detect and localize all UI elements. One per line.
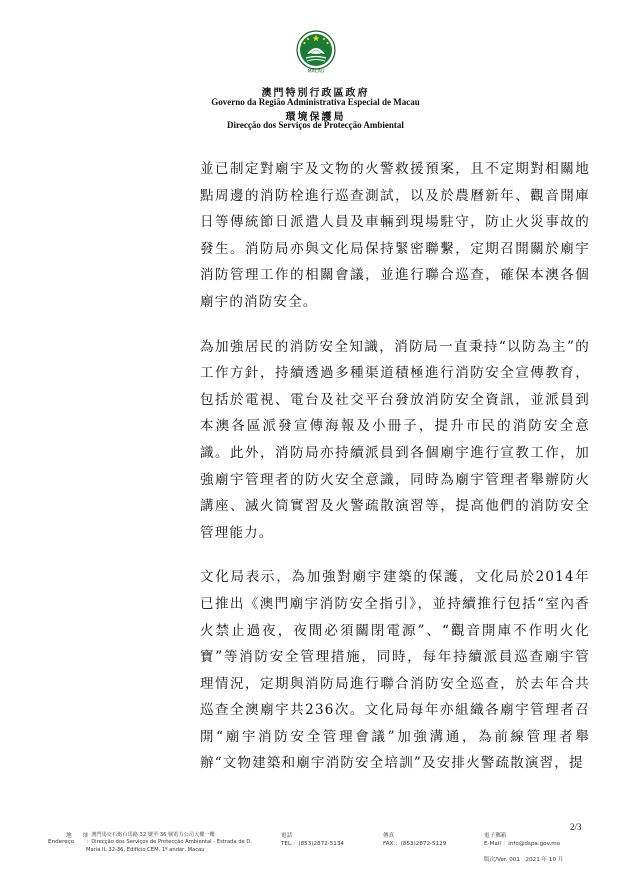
address-pt: ：Direcção dos Serviços de Protecção Ambiental - Estrada de D. Maria II, 32-36, Edifício CEM, 1º andar, Macau (86, 839, 253, 853)
document-body (200, 156, 590, 777)
address-zh: ：澳門馬交石炮台馬路 32 號至 36 號電力公司大樓一樓 (86, 832, 215, 838)
fax-number: FAX.：(853)2872-5129 (383, 841, 447, 847)
dept-name-pt: Direcção dos Serviços de Protecção Ambiental (227, 120, 404, 130)
gov-name-pt: Governo da Região Administrativa Especial de Macau (211, 97, 420, 107)
tel-number: TEL.：(853)2872-5134 (281, 841, 344, 847)
email-address[interactable]: E-Mail ：info@dspa.gov.mo (484, 841, 561, 847)
page-number: 2/3 (570, 822, 582, 832)
lotus-emblem-icon (295, 30, 337, 74)
emblem-text: MACAU (307, 69, 325, 74)
address-label-zh: 地 址 (66, 833, 89, 839)
fax-label: 傳真 (383, 833, 395, 839)
footer (0, 829, 631, 889)
gov-name-zh: 澳門特別行政區政府 (261, 88, 370, 99)
tel-label: 電話 (281, 833, 293, 839)
paragraph-fire-safety-education: 為加強居民的消防安全知識，消防局一直秉持“以防為主”的工作方針，持續透過多種渠道積極進行消防安全宣傳教育，包括於電視、電台及社交平台發放消防安全資訊，並派員到本澳各區派發宣傳海報及小冊子，提升市民的消防安全意識。此外，消防局亦持續派員到各個廟宇進行宣教工作，加強廟宇管理者的防火安全意識，同時為廟宇管理者舉辦防火講座、滅火筒實習及火警疏散演習等，提高他們的消防安全管理能力。 (200, 338, 590, 541)
version-info: 版次/Ver. 001 2021 年 10 月 (484, 857, 564, 863)
macau-emblem (295, 30, 337, 74)
paragraph-fire-rescue-plan: 並已制定對廟宇及文物的火警救援預案，且不定期對相關地點周邊的消防栓進行巡查測試，以及於農曆新年、觀音開庫日等傳統節日派遣人員及車輛到現場駐守，防止火災事故的發生。消防局亦與文化局保持緊密聯繫，定期召開關於廟宇消防管理工作的相關會議，並進行聯合巡查，確保本澳各個廟宇的消防安全。 (200, 161, 590, 310)
dept-name-zh: 環境保護局 (285, 112, 346, 123)
address-label-pt: Endereço (48, 839, 75, 845)
email-label: 電子郵箱 (484, 833, 507, 839)
paragraph-cultural-bureau: 文化局表示，為加強對廟宇建築的保護，文化局於2014年已推出《澳門廟宇消防安全指引》，並持續推行包括“室內香火禁止過夜，夜間必須關閉電源”、“觀音開庫不作明火化寶”等消防安全管理措施，同時，每年持續派員巡查廟宇管理情況，定期與消防局進行聯合消防安全巡查，於去年合共巡查全澳廟宇共236次。文化局每年亦組織各廟宇管理者召開“廟宇消防安全管理會議”加強溝通，為前線管理者舉辦“文物建築和廟宇消防安全培訓”及安排火警疏散演習，提 (200, 569, 590, 772)
